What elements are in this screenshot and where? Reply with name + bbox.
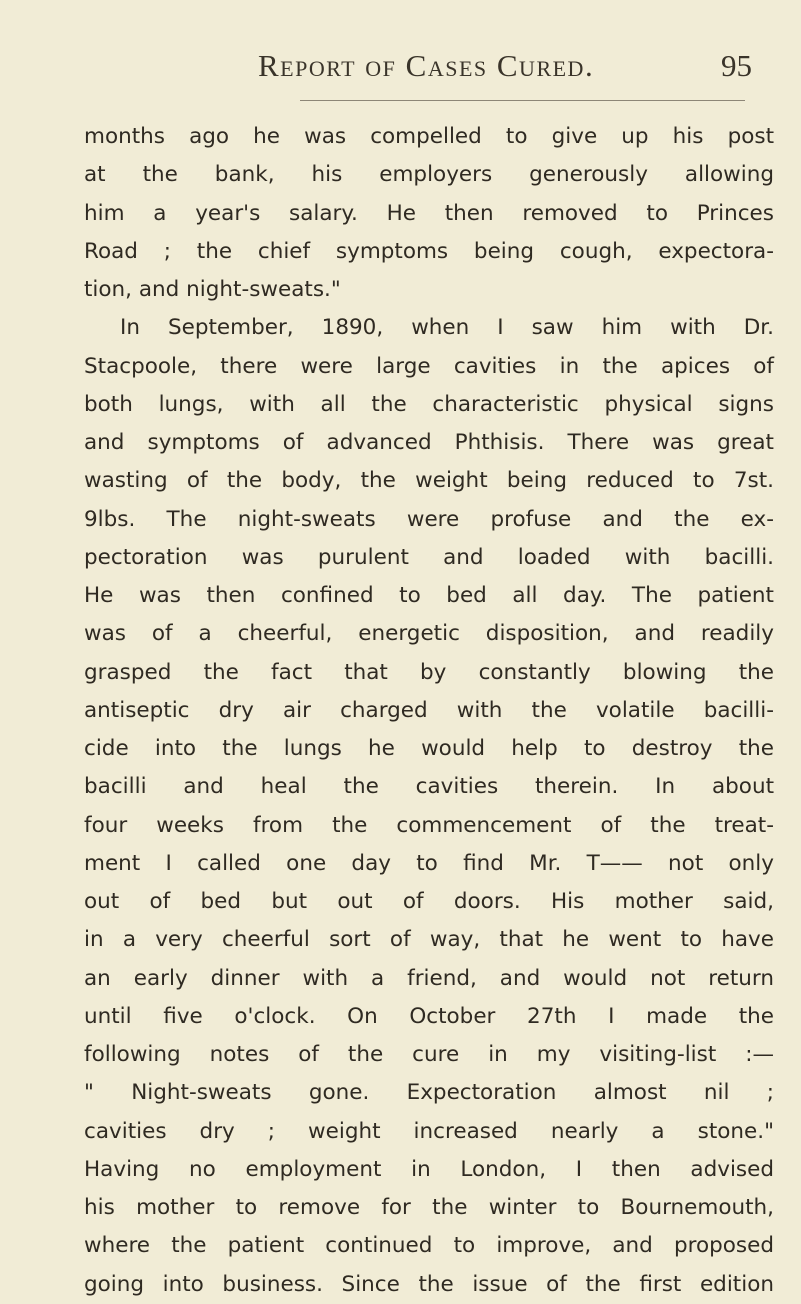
text-line: Road ; the chief symptoms being cough, expectora- [84, 238, 774, 264]
text-line: following notes of the cure in my visiting-list :— [84, 1042, 774, 1067]
page-number: 95 [721, 48, 752, 83]
text-line: until five o'clock. On October 27th I made the [84, 1003, 774, 1029]
text-line: antiseptic dry air charged with the volatile bacilli- [84, 697, 774, 723]
text-line: both lungs, with all the characteristic physical signs [84, 391, 774, 417]
text-line: and symptoms of advanced Phthisis. There was great [84, 430, 774, 455]
text-line: bacilli and heal the cavities therein. In about [84, 774, 774, 800]
text-line: cavities dry ; weight increased nearly a stone." [84, 1118, 774, 1144]
text-line: Stacpoole, there were large cavities in the apices of [84, 353, 774, 379]
text-line: In September, 1890, when I saw him with Dr. [120, 315, 774, 341]
text-line: " Night-sweats gone. Expectoration almost nil ; [84, 1080, 774, 1106]
text-line: pectoration was purulent and loaded with bacilli. [84, 544, 774, 570]
page-header [220, 48, 760, 88]
text-line: out of bed but out of doors. His mother said, [84, 889, 774, 914]
text-line: 9lbs. The night-sweats were profuse and the ex- [84, 506, 774, 532]
header-rule [300, 100, 745, 101]
text-line: tion, and night-sweats." [84, 277, 341, 302]
text-line: his mother to remove for the winter to Bournemouth, [84, 1195, 774, 1220]
text-line: ment I called one day to find Mr. T—— not only [84, 850, 774, 876]
text-line: going into business. Since the issue of the first edition [84, 1271, 774, 1297]
text-line: months ago he was compelled to give up his post [84, 124, 774, 149]
text-line: wasting of the body, the weight being reduced to 7st. [84, 468, 774, 494]
text-line: He was then confined to bed all day. The patient [84, 583, 774, 608]
text-line: Having no employment in London, I then advised [84, 1156, 774, 1182]
text-line: at the bank, his employers generously allowing [84, 162, 774, 188]
text-line: four weeks from the commencement of the treat- [84, 812, 774, 838]
text-line: where the patient continued to improve, and proposed [84, 1233, 774, 1259]
text-line: in a very cheerful sort of way, that he went to have [84, 927, 774, 953]
running-head: Report of Cases Cured. [258, 48, 595, 83]
body-text [84, 118, 774, 1304]
text-line: him a year's salary. He then removed to Princes [84, 200, 774, 226]
text-line: grasped the fact that by constantly blowing the [84, 659, 774, 685]
text-line: cide into the lungs he would help to destroy the [84, 736, 774, 761]
text-line: was of a cheerful, energetic disposition, and readily [84, 621, 774, 647]
text-line: an early dinner with a friend, and would not return [84, 965, 774, 991]
